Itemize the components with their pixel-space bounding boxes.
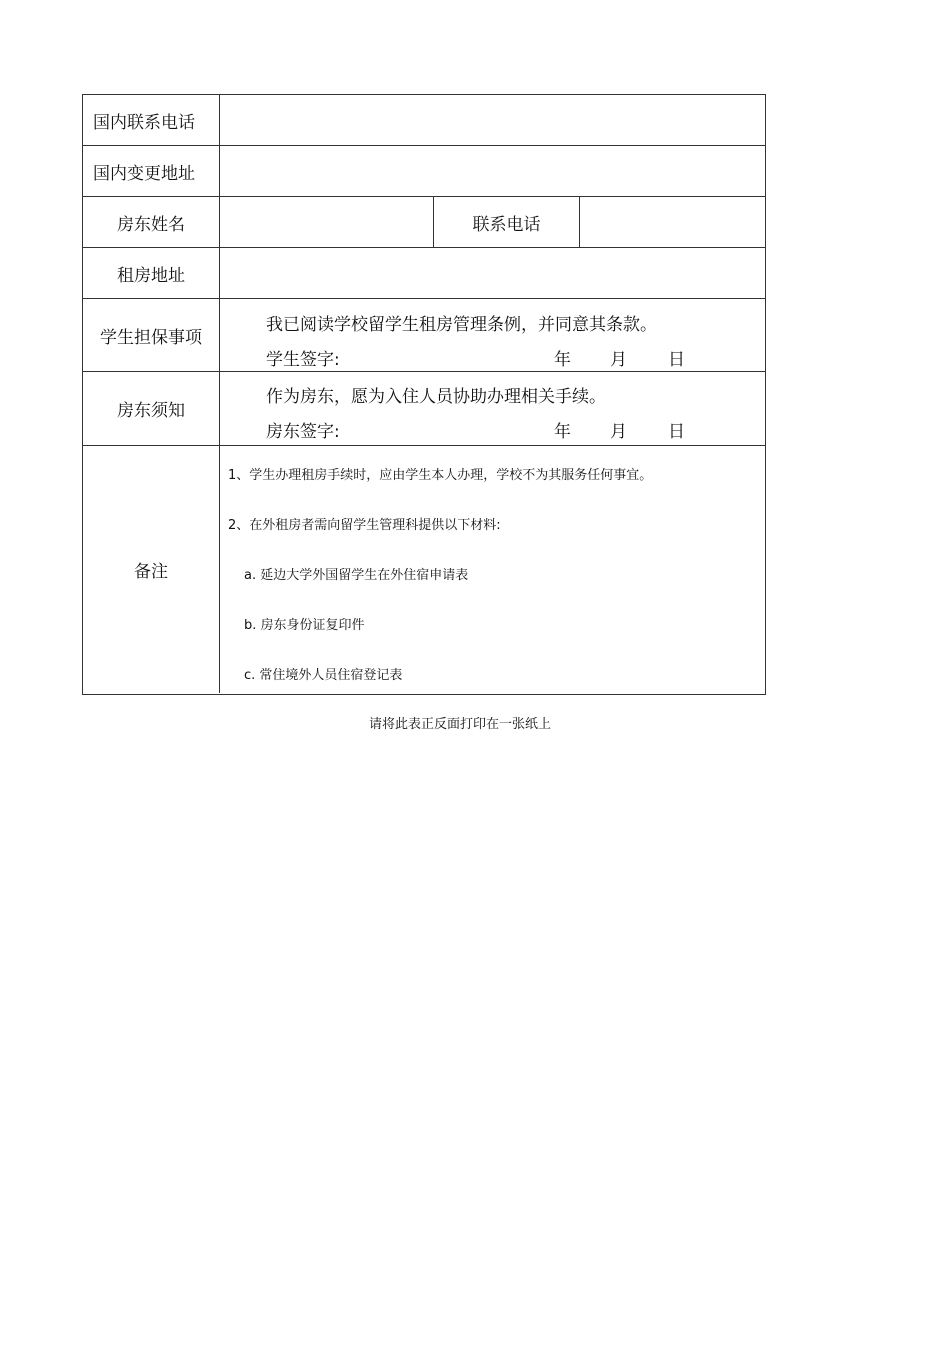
student-guarantee-statement: 我已阅读学校留学生租房管理条例，并同意其条款。 bbox=[266, 315, 657, 335]
domestic-address-change-field[interactable] bbox=[220, 146, 765, 196]
domestic-phone-label: 国内联系电话 bbox=[83, 95, 220, 145]
print-instruction: 请将此表正反面打印在一张纸上 bbox=[368, 717, 551, 732]
landlord-notice-statement: 作为房东，愿为入住人员协助办理相关手续。 bbox=[266, 387, 606, 407]
student-sign-month: 月 bbox=[610, 350, 627, 370]
landlord-sign-month: 月 bbox=[610, 422, 627, 442]
remarks-item: 1、学生办理租房手续时，应由学生本人办理，学校不为其服务任何事宜。 bbox=[228, 468, 653, 483]
landlord-signature-label: 房东签字: bbox=[266, 422, 340, 442]
landlord-sign-day: 日 bbox=[668, 422, 685, 442]
remarks-item: a. 延边大学外国留学生在外住宿申请表 bbox=[244, 568, 469, 583]
landlord-phone-label: 联系电话 bbox=[434, 197, 580, 247]
landlord-notice-content bbox=[220, 372, 765, 445]
rental-form-table bbox=[82, 94, 766, 695]
row-rental-address bbox=[83, 248, 765, 299]
rental-address-field[interactable] bbox=[220, 248, 765, 298]
landlord-phone-field[interactable] bbox=[580, 197, 765, 247]
remarks-item: c. 常住境外人员住宿登记表 bbox=[244, 668, 403, 683]
landlord-name-field[interactable] bbox=[220, 197, 434, 247]
row-landlord bbox=[83, 197, 765, 248]
row-domestic-phone bbox=[83, 95, 765, 146]
landlord-name-label: 房东姓名 bbox=[83, 197, 220, 247]
row-domestic-address-change bbox=[83, 146, 765, 197]
row-landlord-notice bbox=[83, 372, 765, 446]
student-signature-label: 学生签字: bbox=[266, 350, 340, 370]
student-sign-day: 日 bbox=[668, 350, 685, 370]
landlord-sign-year: 年 bbox=[554, 422, 571, 442]
row-remarks bbox=[83, 446, 765, 693]
row-student-guarantee bbox=[83, 299, 765, 372]
student-sign-year: 年 bbox=[554, 350, 571, 370]
student-guarantee-label: 学生担保事项 bbox=[83, 299, 220, 371]
rental-address-label: 租房地址 bbox=[83, 248, 220, 298]
domestic-phone-field[interactable] bbox=[220, 95, 765, 145]
landlord-notice-label: 房东须知 bbox=[83, 372, 220, 445]
remarks-item: b. 房东身份证复印件 bbox=[244, 618, 365, 633]
domestic-address-change-label: 国内变更地址 bbox=[83, 146, 220, 196]
remarks-label: 备注 bbox=[83, 446, 220, 693]
student-guarantee-content bbox=[220, 299, 765, 371]
remarks-item: 2、在外租房者需向留学生管理科提供以下材料: bbox=[228, 518, 501, 533]
remarks-content bbox=[220, 446, 765, 693]
